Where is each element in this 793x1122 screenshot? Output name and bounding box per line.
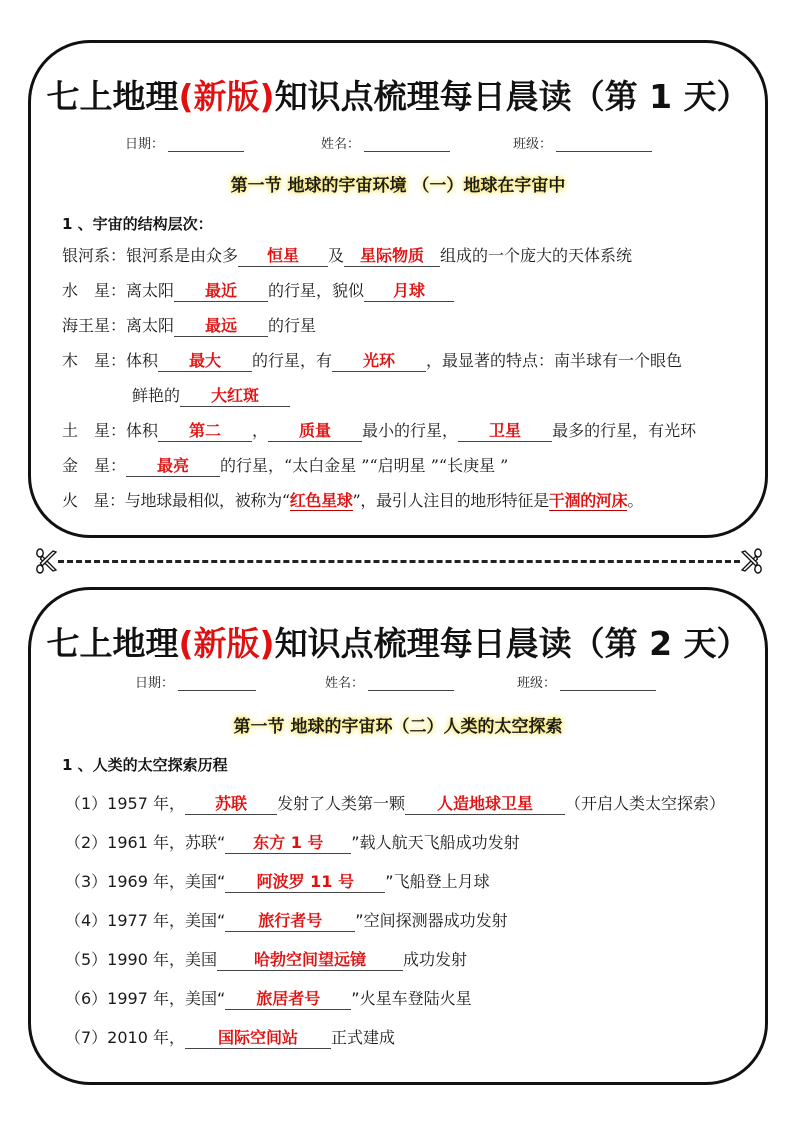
line-text: 及 (328, 246, 345, 265)
card-title (31, 71, 765, 118)
title-suffix: 知识点梳理每日晨读（第 1 天） (274, 77, 750, 116)
history-item-1 (65, 794, 725, 815)
section-title: 第一节 地球的宇宙环（二）人类的太空探索 (233, 717, 563, 737)
line-text: 体积 (126, 351, 159, 370)
item-text: 成功发射 (403, 950, 468, 969)
item-prefix: （4）1977 年，美国“ (65, 911, 226, 930)
line-mercury (62, 281, 454, 302)
class-field[interactable] (517, 672, 656, 691)
line-label: 木 星： (62, 351, 127, 370)
title-accent: (新版) (178, 624, 275, 663)
scissors-icon (738, 548, 764, 574)
history-item-4 (65, 911, 508, 932)
answer-blank: 最近 (174, 281, 268, 302)
answer-blank: 人造地球卫星 (405, 794, 565, 815)
item-prefix: （3）1969 年，美国“ (65, 872, 226, 891)
answer-blank: 大红斑 (180, 386, 290, 407)
title-accent: (新版) (178, 77, 275, 116)
line-text: ”，最引人注目的地形特征是 (352, 491, 549, 510)
class-label: 班级： (513, 137, 553, 152)
date-label: 日期： (125, 137, 165, 152)
answer-blank: 最亮 (126, 456, 220, 477)
history-item-5 (65, 950, 467, 971)
answer-blank: 苏联 (185, 794, 277, 815)
section-heading: 1 、人类的太空探索历程 (62, 756, 228, 774)
worksheet-card-day-2 (28, 587, 768, 1085)
line-galaxy (62, 246, 632, 267)
item-prefix: （1）1957 年， (65, 794, 185, 813)
line-text: ， (252, 421, 269, 440)
line-text: 。 (627, 491, 644, 510)
line-text: 最多的行星，有光环 (552, 421, 697, 440)
line-text: 银河系是由众多 (126, 246, 239, 265)
line-text: 最小的行星， (362, 421, 459, 440)
history-item-3 (65, 872, 490, 893)
card-title (31, 618, 765, 665)
answer-blank: 第二 (158, 421, 252, 442)
line-label: 海王星： (62, 316, 127, 335)
line-text: 的行星 (268, 316, 317, 335)
date-field[interactable] (135, 672, 256, 691)
answer-blank: 哈勃空间望远镜 (217, 950, 403, 971)
line-label: 土 星： (62, 421, 127, 440)
line-jupiter-cont (132, 386, 290, 407)
cut-line (34, 548, 764, 574)
line-label: 火 星： (62, 491, 125, 510)
answer-underlined: 干涸的河床 (548, 491, 628, 510)
dashed-divider (58, 560, 740, 563)
meta-row (31, 133, 771, 153)
name-field[interactable] (321, 133, 450, 152)
answer-blank: 国际空间站 (185, 1028, 331, 1049)
name-field[interactable] (325, 672, 454, 691)
item-text: ”火星车登陆火星 (351, 989, 472, 1008)
answer-blank: 旅居者号 (225, 989, 351, 1010)
history-item-6 (65, 989, 472, 1010)
title-prefix: 七上地理 (46, 77, 179, 116)
name-input-line[interactable] (364, 138, 450, 152)
title-suffix: 知识点梳理每日晨读（第 2 天） (274, 624, 750, 663)
line-text: 的行星，貌似 (268, 281, 365, 300)
item-prefix: （6）1997 年，美国“ (65, 989, 226, 1008)
line-saturn (62, 421, 696, 442)
meta-row (31, 672, 771, 692)
class-input-line[interactable] (560, 677, 656, 691)
answer-blank: 卫星 (458, 421, 552, 442)
name-label: 姓名： (321, 137, 361, 152)
answer-blank: 旅行者号 (225, 911, 355, 932)
history-item-2 (65, 833, 520, 854)
date-input-line[interactable] (168, 138, 244, 152)
date-field[interactable] (125, 133, 244, 152)
class-input-line[interactable] (556, 138, 652, 152)
line-text: 组成的一个庞大的天体系统 (440, 246, 633, 265)
item-text: 正式建成 (331, 1028, 396, 1047)
line-text: 的行星，有 (252, 351, 333, 370)
line-text: 鲜艳的 (132, 386, 181, 405)
line-label: 水 星： (62, 281, 127, 300)
line-text: 的行星，“太白金星 ”“启明星 ”“长庚星 ” (220, 456, 509, 475)
line-jupiter (62, 351, 682, 372)
answer-blank: 星际物质 (344, 246, 440, 267)
line-text: 体积 (126, 421, 159, 440)
line-text: ，最显著的特点：南半球有一个眼色 (426, 351, 683, 370)
name-label: 姓名： (325, 676, 365, 691)
class-field[interactable] (513, 133, 652, 152)
line-text: 离太阳 (126, 316, 175, 335)
line-text: 离太阳 (126, 281, 175, 300)
item-prefix: （5）1990 年，美国 (65, 950, 217, 969)
class-label: 班级： (517, 676, 557, 691)
section-heading: 1 、宇宙的结构层次： (62, 215, 213, 233)
item-text: （开启人类太空探索） (565, 794, 726, 813)
answer-blank: 光环 (332, 351, 426, 372)
answer-blank: 最远 (174, 316, 268, 337)
answer-blank: 东方 1 号 (225, 833, 351, 854)
item-text: 发射了人类第一颗 (277, 794, 406, 813)
date-label: 日期： (135, 676, 175, 691)
title-prefix: 七上地理 (46, 624, 179, 663)
answer-blank: 质量 (268, 421, 362, 442)
line-venus (62, 456, 508, 477)
answer-blank: 月球 (364, 281, 454, 302)
section-title: 第一节 地球的宇宙环境 （一）地球在宇宙中 (230, 176, 566, 196)
line-mars (62, 491, 643, 511)
worksheet-card-day-1 (28, 40, 768, 538)
item-text: ”载人航天飞船成功发射 (351, 833, 520, 852)
item-prefix: （2）1961 年，苏联“ (65, 833, 226, 852)
item-text: ”空间探测器成功发射 (355, 911, 508, 930)
answer-underlined: 红色星球 (289, 491, 353, 510)
item-prefix: （7）2010 年， (65, 1028, 185, 1047)
answer-blank: 恒星 (238, 246, 328, 267)
line-label: 金 星： (62, 456, 127, 475)
answer-blank: 最大 (158, 351, 252, 372)
line-label: 银河系： (62, 246, 127, 265)
answer-blank: 阿波罗 11 号 (225, 872, 385, 893)
scissors-icon (34, 548, 60, 574)
line-text: 与地球最相似，被称为“ (124, 491, 290, 510)
line-neptune (62, 316, 316, 337)
name-input-line[interactable] (368, 677, 454, 691)
history-item-7 (65, 1028, 395, 1049)
item-text: ”飞船登上月球 (385, 872, 490, 891)
date-input-line[interactable] (178, 677, 256, 691)
